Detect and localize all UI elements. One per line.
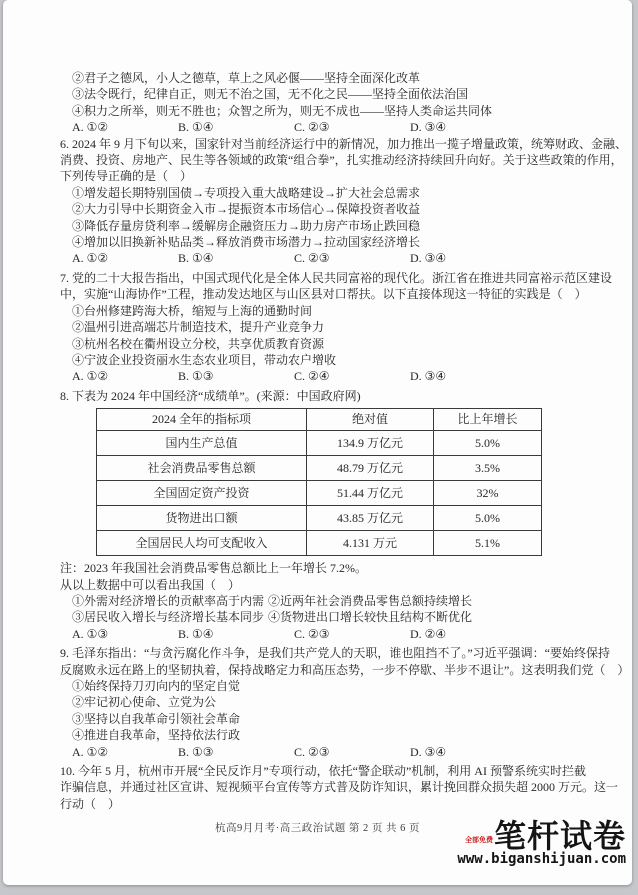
table-row [97, 481, 542, 506]
q8-options [60, 626, 604, 642]
page-footer: 杭高9月月考·高三政治试题 第 2 页 共 6 页 [215, 823, 420, 834]
q9-item-1: ①始终保持刀刃向内的坚定自觉 [72, 678, 241, 693]
q9-option-b: B. ①③ [178, 744, 214, 759]
q8-pair-row-1 [60, 593, 604, 609]
q5-item-3: ③法令既行，纪律自正，则无不治之国，无不化之民——坚持全面依法治国 [72, 87, 469, 102]
table-header-row [97, 409, 542, 431]
cell-indicator: 国内生产总值 [97, 431, 307, 456]
q8-option-c: C. ②③ [294, 626, 330, 641]
q8-item-4: ④货物进出口增长较快且结构不断优化 [268, 610, 473, 625]
q5-option-b: B. ①④ [178, 120, 214, 135]
cell-indicator: 货物进出口额 [97, 506, 307, 531]
q9-option-a: A. ①② [72, 744, 109, 759]
q7-item-2: ②温州引进高端芯片制造技术，提升产业竞争力 [72, 320, 325, 335]
cell-indicator: 全国固定资产投资 [97, 481, 307, 506]
q6-item-3: ③降低存量房贷利率→缓解房企融资压力→助力房产市场止跌回稳 [72, 218, 421, 233]
q10-stem-line-3: 行动（ ） [60, 796, 121, 811]
q5-item-4: ④积力之所举，则无不胜也；众智之所为，则无不成也——坚持人类命运共同体 [72, 103, 493, 118]
q5-item-2: ②君子之德风，小人之德草，草上之风必偃——坚持全面深化改革 [72, 71, 421, 85]
q7-option-a: A. ①② [72, 369, 109, 384]
exam-content [60, 70, 630, 812]
cell-growth: 3.5% [434, 456, 542, 481]
cell-growth: 5.0% [434, 506, 542, 531]
q9-item-4: ④推进自我革命，坚持依法行政 [72, 728, 241, 743]
q9-item-3: ③坚持以自我革命引领社会革命 [72, 711, 241, 726]
q7-stem-line-1: 7. 党的二十大报告指出，中国式现代化是全体人民共同富裕的现代化。浙江省在推进共同富裕示范区建设 [60, 270, 613, 285]
q5-option-a: A. ①② [72, 120, 109, 135]
cell-absolute: 48.79 万亿元 [307, 456, 434, 481]
q6-item-2: ②大力引导中长期资金入市→提振资本市场信心→保障投资者收益 [72, 202, 421, 217]
q7-option-b: B. ①③ [178, 369, 214, 384]
q6-stem-line-2: 消费、投资、房地产、民生等各领域的政策“组合拳”，扎实推动经济持续回升向好。关于这些政策的作用， [60, 153, 623, 168]
q9-stem-line-2: 反腐败永远在路上的坚韧执着，保持战略定力和高压态势，一步不停歇、半步不退让”。这表明我们党（ ） [60, 662, 630, 677]
q8-item-2: ②近两年社会消费品零售总额持续增长 [268, 593, 473, 608]
table-row [97, 506, 542, 531]
cell-growth: 32% [434, 481, 542, 506]
q7-option-d: D. ③④ [410, 369, 447, 384]
q7-options [60, 368, 604, 384]
q6-option-d: D. ③④ [410, 251, 447, 266]
q6-stem-line-1: 6. 2024 年 9 月下旬以来，国家针对当前经济运行中的新情况，加力推出一揽子增量政策，统筹财政、金融、 [60, 136, 628, 151]
watermark-free-tag: 全部免费 [464, 837, 493, 844]
q7-item-3: ③杭州名校在衢州设立分校，共享优质教育资源 [72, 336, 325, 351]
q9-stem-line-1: 9. 毛泽东指出：“与贪污腐化作斗争，是我们共产党人的天职，谁也阻挡不了。”习近平强调：“要始终保持 [60, 646, 610, 661]
cell-growth: 5.1% [434, 531, 542, 556]
q6-option-c: C. ②③ [294, 251, 330, 266]
q8-question: 从以上数据中可以看出我国（ ） [60, 577, 241, 592]
q10-stem-line-2: 诈骗信息，并通过社区宣讲、短视频平台宣传等方式普及防诈知识，累计挽回群众损失超 2000 万元。这一 [60, 780, 619, 795]
q6-options [60, 250, 604, 266]
q7-stem-line-2: 中，实施“山海协作”工程，推动发达地区与山区县对口帮扶。以下直接体现这一特征的实践是（ ） [60, 287, 587, 302]
watermark [457, 820, 626, 867]
cell-indicator: 社会消费品零售总额 [97, 456, 307, 481]
q8-stem: 8. 下表为 2024 年中国经济“成绩单”。(来源：中国政府网) [60, 388, 361, 403]
q6-item-4: ④增加以旧换新补贴品类→释放消费市场潜力→拉动国家经济增长 [72, 235, 421, 250]
watermark-brand-row [457, 820, 626, 852]
q5-option-d: D. ③④ [410, 120, 447, 135]
cell-absolute: 43.85 万亿元 [307, 506, 434, 531]
q6-item-1: ①增发超长期特别国债→专项投入重大战略建设→扩大社会总需求 [72, 185, 421, 200]
q7-option-c: C. ②④ [294, 369, 330, 384]
q6-stem-line-3: 下列传导正确的是（ ） [60, 169, 193, 184]
table-row [97, 531, 542, 556]
col-header-growth: 比上年增长 [434, 409, 542, 431]
q8-option-d: D. ②④ [410, 626, 447, 641]
table-row [97, 456, 542, 481]
q8-note: 注：2023 年我国社会消费品零售总额比上一年增长 7.2%。 [60, 561, 367, 576]
cell-growth: 5.0% [434, 431, 542, 456]
exam-page [3, 0, 632, 885]
cell-absolute: 134.9 万亿元 [307, 431, 434, 456]
q7-item-1: ①台州修建跨海大桥，缩短与上海的通勤时间 [72, 303, 313, 318]
q6-option-a: A. ①② [72, 251, 109, 266]
q8-item-1: ①外需对经济增长的贡献率高于内需 [72, 593, 265, 608]
table-row [97, 431, 542, 456]
q8-item-3: ③居民收入增长与经济增长基本同步 [72, 610, 265, 625]
economy-table-wrapper [96, 408, 604, 556]
q8-pair-row-2 [60, 609, 604, 625]
q6-option-b: B. ①④ [178, 251, 214, 266]
economy-table [96, 408, 542, 556]
q7-item-4: ④宁波企业投资丽水生态农业项目，带动农户增收 [72, 352, 337, 367]
cell-indicator: 全国居民人均可支配收入 [97, 531, 307, 556]
watermark-brand-logo: 笔杆试卷 [493, 818, 626, 854]
col-header-absolute: 绝对值 [307, 409, 434, 431]
q8-option-b: B. ①④ [178, 626, 214, 641]
q9-options [60, 744, 604, 760]
q9-option-d: D. ③④ [410, 744, 447, 759]
q5-option-c: C. ②③ [294, 120, 330, 135]
cell-absolute: 51.44 万亿元 [307, 481, 434, 506]
q9-item-2: ②牢记初心使命、立党为公 [72, 695, 217, 710]
col-header-indicator: 2024 全年的指标项 [97, 409, 307, 431]
q8-option-a: A. ①③ [72, 626, 109, 641]
q5-options [60, 119, 604, 135]
q9-option-c: C. ②③ [294, 744, 330, 759]
q10-stem-line-1: 10. 今年 5 月，杭州市开展“全民反诈月”专项行动，依托“警企联动”机制，利用 AI 预警系统实时拦截 [60, 764, 586, 778]
cell-absolute: 4.131 万元 [307, 531, 434, 556]
watermark-url: www.biganshijuan.com [457, 851, 626, 867]
